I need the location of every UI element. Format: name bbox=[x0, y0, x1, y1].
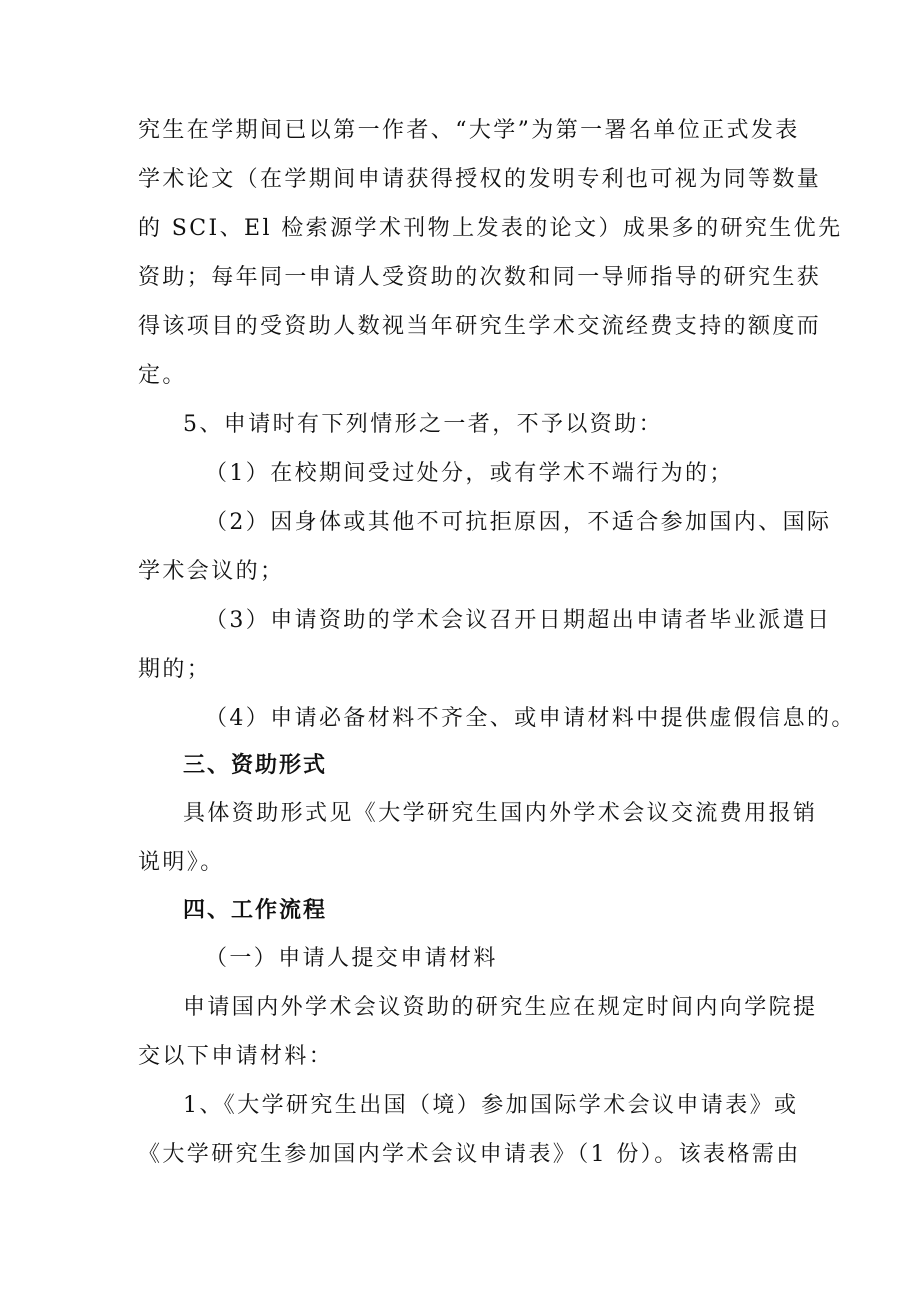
list-item: 1、《大学研究生出国（境）参加国际学术会议申请表》或 bbox=[183, 1093, 799, 1118]
subsection-heading: （一）申请人提交申请材料 bbox=[205, 946, 498, 971]
list-item: 5、申请时有下列情形之一者，不予以资助： bbox=[183, 412, 663, 437]
list-item: （4）申请必备材料不齐全、或申请材料中提供虚假信息的。 bbox=[205, 706, 856, 731]
paragraph-line: 说明》。 bbox=[138, 850, 225, 875]
paragraph-line: 定。 bbox=[138, 363, 187, 388]
list-item: （3）申请资助的学术会议召开日期超出申请者毕业派遣日 bbox=[205, 608, 832, 633]
paragraph-line: 申请国内外学术会议资助的研究生应在规定时间内向学院提 bbox=[183, 995, 818, 1020]
section-heading: 四、工作流程 bbox=[183, 898, 328, 923]
paragraph-line: 《大学研究生参加国内学术会议申请表》（1 份）。该表格需由 bbox=[138, 1142, 801, 1167]
paragraph-line: 资助；每年同一申请人受资助的次数和同一导师指导的研究生获 bbox=[138, 265, 822, 290]
paragraph-line: 的 SCI、El 检索源学术刊物上发表的论文）成果多的研究生优先 bbox=[138, 216, 843, 241]
paragraph-line: 学术会议的； bbox=[138, 559, 285, 584]
paragraph-line: 交以下申请材料： bbox=[138, 1044, 334, 1069]
paragraph-line: 学术论文（在学期间申请获得授权的发明专利也可视为同等数量 bbox=[138, 167, 822, 192]
list-item: （1）在校期间受过处分，或有学术不端行为的； bbox=[205, 461, 734, 486]
paragraph-line: 具体资助形式见《大学研究生国内外学术会议交流费用报销 bbox=[183, 801, 818, 826]
list-item: （2）因身体或其他不可抗拒原因，不适合参加国内、国际 bbox=[205, 510, 832, 535]
paragraph-line: 得该项目的受资助人数视当年研究生学术交流经费支持的额度而 bbox=[138, 314, 822, 339]
section-heading: 三、资助形式 bbox=[183, 753, 328, 778]
paragraph-line: 究生在学期间已以第一作者、“大学”为第一署名单位正式发表 bbox=[138, 118, 800, 143]
paragraph-line: 期的； bbox=[138, 657, 212, 682]
